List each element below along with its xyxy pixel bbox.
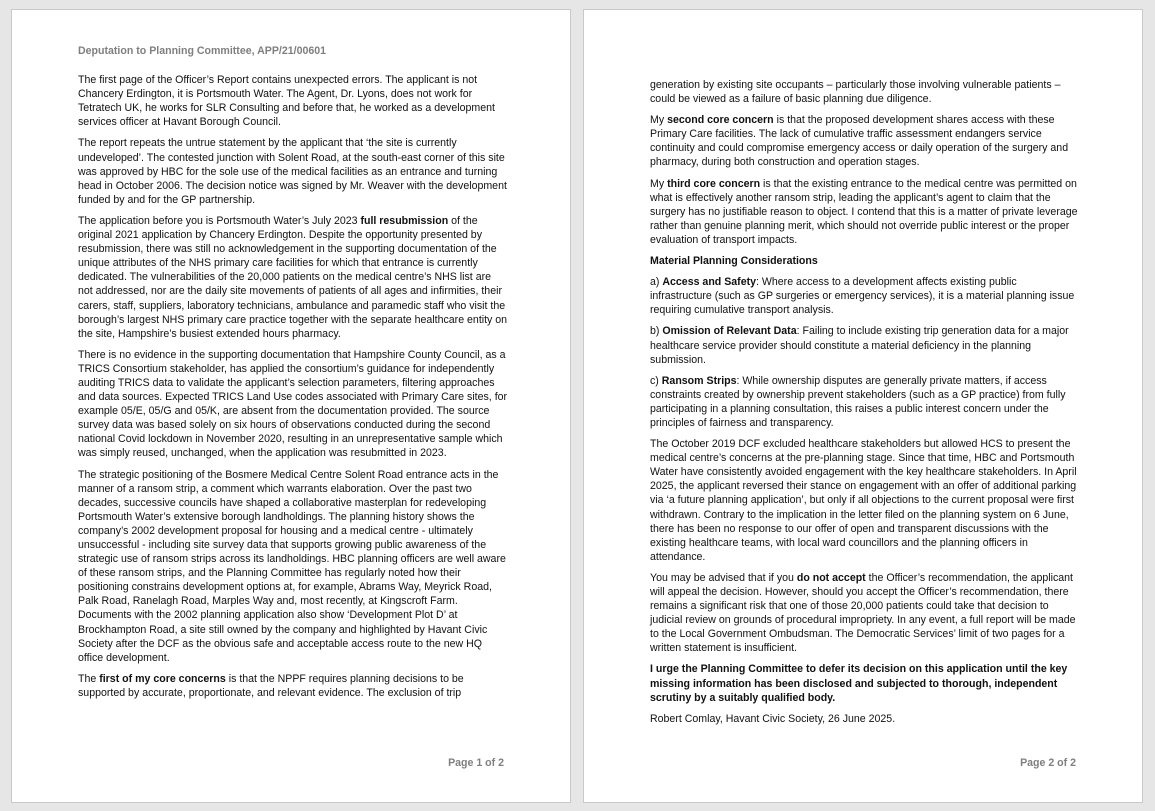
- text-run: My: [650, 114, 668, 127]
- text-run: is that the proposed development shares access with these Primary Care facilities. The lack of cumulative traffic assessment endangers service continuity and could compromise emergency access or daily operation of the surgery and pharmacy, during both construction and operation stages.: [650, 114, 1069, 169]
- document-page-1: [11, 9, 571, 803]
- page-2-content[interactable]: [650, 78, 1080, 733]
- bold-text: Ransom Strips: [661, 374, 737, 387]
- paragraph: [650, 571, 1080, 656]
- text-run: is that the existing entrance to the medical centre was permitted on what is effectively another ransom strip, leading the applicant’s agent to claim that the surgery has no justifiable reason to object. I contend that this is a matter of private leverage rather than genuine planning merit, which should not override public interest or the proper evaluation of transport impacts.: [650, 177, 1078, 246]
- paragraph: [650, 177, 1080, 247]
- paragraph: generation by existing site occupants – particularly those involving vulnerable patients – could be viewed as a failure of basic planning due diligence.: [650, 79, 1061, 106]
- document-page-2: [583, 9, 1143, 803]
- paragraph: The report repeats the untrue statement by the applicant that ‘the site is currently undeveloped’. The contested junction with Solent Road, at the south-east corner of this site was approved by HBC for the sole use of the medical facilities as an entrance and turning head in October 2006. The decision notice was signed by Mr. Weaver with the development funded by and for the GP partnership.: [78, 137, 507, 206]
- paragraph: [650, 662, 1080, 704]
- bold-text: second core concern: [667, 114, 774, 127]
- paragraph: [650, 324, 1080, 366]
- text-run: b): [650, 325, 663, 338]
- text-run: of the original 2021 application by Chancery Erdington. Despite the opportunity presented by resubmission, there was still no acknowledgement in the supporting documentation of the unique attributes of the NHS primary care facilities for which that entrance is currently dedicated. The vulnerabilities of the 20,000 patients on the medical centre’s NHS list are not addressed, nor are the daily site movements of patients of all ages and infirmities, their carers, staff, suppliers, laboratory technicians, ambulance and paramedic staff who visit the borough’s largest NHS primary care practice together with the separate healthcare entity on the site, Hampshire’s busiest extended hours pharmacy.: [78, 214, 508, 340]
- bold-text: I urge the Planning Committee to defer its decision on this application until the key missing information has been disclosed and subjected to thorough, independent scrutiny by a suitably qualified body.: [650, 663, 1068, 704]
- page-1-content[interactable]: [78, 44, 508, 707]
- bold-text: do not accept: [796, 571, 866, 584]
- paragraph: The October 2019 DCF excluded healthcare stakeholders but allowed HCS to present the medical centre’s concerns at the pre-planning stage. Since that time, HBC and Portsmouth Water have consistently avoided engagement with the key healthcare stakeholders. In April 2025, the applicant reversed their stance on engagement with an offer of additional parking via ‘a future planning application’, but only if all objections to the current proposal were first withdrawn. Contrary to the implication in the letter filed on the planning system on 6 June, there has been no response to our offer of open and transparent discussions with the existing healthcare teams, with local ward councillors and the planning officers in attendance.: [650, 438, 1077, 563]
- text-run: is that the NPPF requires planning decisions to be supported by accurate, proportionate, and relevant evidence. The exclusion of trip: [78, 672, 464, 699]
- text-run: My: [650, 177, 668, 190]
- bold-text: Access and Safety: [662, 276, 757, 289]
- paragraph: [650, 113, 1080, 169]
- bold-text: third core concern: [667, 177, 761, 190]
- paragraph: [650, 275, 1080, 317]
- bold-text: full resubmission: [360, 214, 449, 227]
- signature-line: Robert Comlay, Havant Civic Society, 26 June 2025.: [650, 712, 896, 725]
- bold-text: first of my core concerns: [99, 672, 226, 685]
- text-run: a): [650, 276, 663, 289]
- page-header: Deputation to Planning Committee, APP/21/00601: [78, 45, 327, 57]
- text-run: : Where access to a development affects existing public infrastructure (such as GP surgeries or emergency services), it is a material planning issue requiring cumulative transport analysis.: [650, 276, 1075, 317]
- text-run: The application before you is Portsmouth Water’s July 2023: [78, 214, 361, 227]
- paragraph: [650, 374, 1080, 430]
- text-run: c): [650, 374, 662, 387]
- page-number: Page 2 of 2: [1020, 757, 1076, 769]
- text-run: You may be advised that if you: [650, 571, 797, 584]
- paragraph: The strategic positioning of the Bosmere Medical Centre Solent Road entrance acts in the manner of a ransom strip, a comment which warrants elaboration. Over the past two decades, successive councils have shaped a collaborative masterplan for redeveloping Portsmouth Water’s extensive borough landholdings. The planning history shows the company’s 2002 development proposal for housing and a medical centre - ultimately unsuccessful - including site survey data that supports growing public awareness of the strategic use of ransom strips across its landholdings. HBC planning officers are well aware of these ransom strips, and the Planning Committee has regularly noted how their positioning constrains development options at, for example, Abrams Way, Meyrick Road, Palk Road, Ranelagh Road, Marples Way and, most recently, at Kingscroft Farm. Documents with the 2002 planning application also show ‘Development Plot D’ at Brockhampton Road, a site still owned by the company and highlighted by Havant Civic Society after the DCF as the obvious safe and acceptable access route to the new HQ office development.: [78, 468, 506, 664]
- text-run: The: [78, 672, 100, 685]
- paragraph: [78, 672, 508, 700]
- page-number: Page 1 of 2: [448, 757, 504, 769]
- text-run: : While ownership disputes are generally private matters, if access constraints created by ownership prevent stakeholders (such as a GP practice) from fully participating in a planning consultation, this raises a public interest concern under the principles of fairness and transparency.: [650, 374, 1066, 429]
- text-run: the Officer’s recommendation, the applicant will appeal the decision. However, should you accept the Officer’s recommendation, there remains a significant risk that one of those 20,000 patients could take that decision to judicial review on grounds of procedural impropriety. In any event, a full report will be made to the Local Government Ombudsman. The Democratic Services’ limit of two pages for a written statement is insufficient.: [650, 571, 1076, 655]
- paragraph: [78, 214, 508, 341]
- paragraph: The first page of the Officer’s Report contains unexpected errors. The applicant is not Chancery Erdington, it is Portsmouth Water. The Agent, Dr. Lyons, does not work for Tetratech UK, he works for SLR Consulting and before that, he worked as a development services officer at Havant Borough Council.: [78, 74, 495, 129]
- bold-text: Omission of Relevant Data: [662, 325, 797, 338]
- text-run: : Failing to include existing trip generation data for a major healthcare service provider should constitute a material deficiency in the planning submission.: [650, 325, 1069, 366]
- section-heading: Material Planning Considerations: [650, 255, 818, 268]
- paragraph: There is no evidence in the supporting documentation that Hampshire County Council, as a TRICS Consortium stakeholder, has applied the consortium’s guidance for independently auditing TRICS data to validate the applicant’s selection parameters, filtering approaches and data sources. Expected TRICS Land Use codes associated with Primary Care sites, for example 05/E, 05/G and 05/K, are absent from the documentation provided. The source survey data was based solely on six hours of observations conducted during the second national Covid lockdown in November 2020, resulting in an unrepresentative sample which was simply reused, unchanged, when the application was resubmitted in 2023.: [78, 348, 508, 460]
